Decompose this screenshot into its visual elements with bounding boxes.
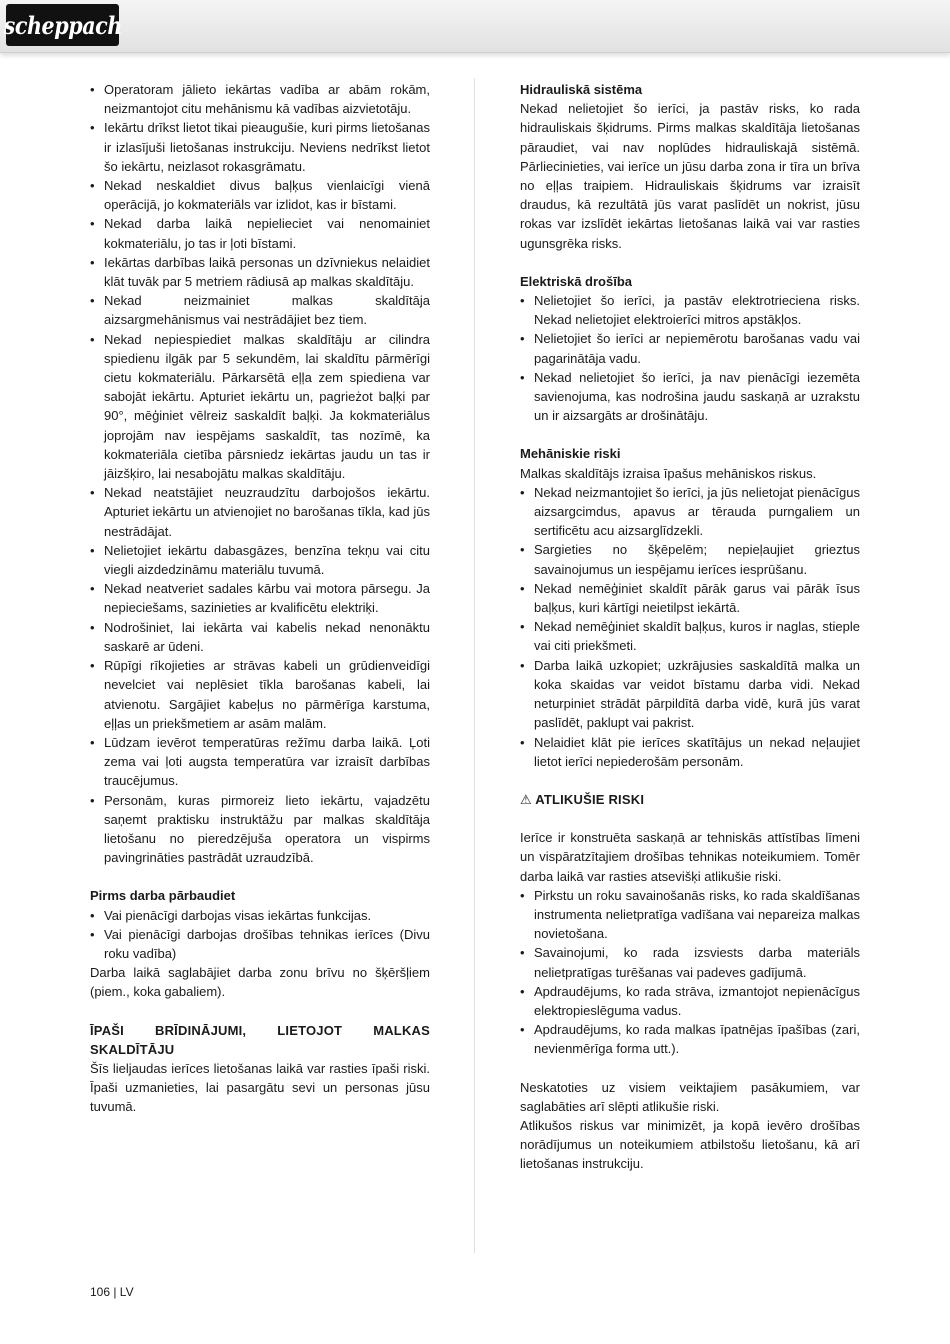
page-header (0, 0, 950, 53)
scheppach-logo (3, 4, 122, 46)
list-item: • Nelietojiet šo ierīci, ja pastāv elektrotrieciena risks. Nekad nelietojiet elektroierīci mitros apstākļos. (520, 291, 860, 329)
check-heading: Pirms darba pārbaudiet (90, 888, 236, 904)
list-item: • Nelaidiet klāt pie ierīces skatītājus un nekad neļaujiet lietot ierīci nepiederošām personām. (520, 733, 860, 771)
residual-risks-title: ATLIKUŠIE RISKI (535, 791, 645, 807)
special-warnings-paragraph: Šīs lieljaudas ierīces lietošanas laikā var rasties īpaši riski. Īpaši uzmanieties, lai pasargātu sevi un personas jūsu tuvumā. (90, 1060, 430, 1115)
special-warnings-heading: ĪPAŠI BRĪDINĀJUMI, LIETOJOT MALKAS SKALDĪTĀJU (90, 1022, 430, 1057)
list-item: • Rūpīgi rīkojieties ar strāvas kabeli un grūdienveidīgi nevelciet vai neplēsiet tīkla barošanas kabeli, lai atvienotu. Sargājiet kabeļus no pārmērīga karstuma, eļļas un priekšmetiem ar asām malām. (90, 656, 430, 733)
list-item: • Nekad nemēģiniet skaldīt baļķus, kuros ir naglas, stieple vai citi priekšmeti. (520, 617, 860, 655)
residual-risks-bullet-list (520, 886, 860, 1059)
list-item: • Savainojumi, ko rada izsviests darba materiāls nelietpratīgas turēšanas vai padeves gadījumā. (520, 943, 860, 981)
list-item: • Iekārtu drīkst lietot tikai pieaugušie, kuri pirms lietošanas ir izlasījuši lietošanas instrukciju. Neviens nedrīkst lietot šo iekārtu, neizlasot rokasgrāmatu. (90, 118, 430, 176)
list-item: • Vai pienācīgi darbojas drošības tehnikas ierīces (Divu roku vadība) (90, 925, 430, 963)
check-bullet-list (90, 906, 430, 964)
list-item: • Iekārtas darbības laikā personas un dzīvniekus nelaidiet klāt tuvāk par 5 metriem rādiusā ap malkas skaldītāju. (90, 253, 430, 291)
list-item: • Nekad darba laikā nepielieciet vai nenomainiet kokmateriālu, jo tas ir ļoti bīstami. (90, 214, 430, 252)
list-item: • Darba laikā uzkopiet; uzkrājusies saskaldītā malka un koka skaidas var veidot bīstamu darba vidi. Nekad neturpiniet strādāt pārpildītā darba vidē, kurā jūs varat paslīdēt, paklupt vai pakrist. (520, 656, 860, 733)
right-column (520, 80, 860, 1174)
mechanical-bullet-list (520, 483, 860, 771)
list-item: • Sargieties no šķēpelēm; nepieļaujiet grieztus savainojumus un iespējamu ierīces iesprūšanu. (520, 540, 860, 578)
closing-paragraph-2: Atlikušos riskus var minimizēt, ja kopā ievēro drošības norādījumus un noteikumiem atbilstošu lietošanu, kā arī lietošanas instrukciju. (520, 1117, 860, 1172)
list-item: • Personām, kuras pirmoreiz lieto iekārtu, vajadzētu saņemt praktisku instruktāžu par malkas skaldītāja lietošanu no pieredzējuša operatora un vispirms pavingrināties pastrādāt uzraudzībā. (90, 791, 430, 868)
list-item: • Nelietojiet iekārtu dabasgāzes, benzīna tekņu vai citu viegli aizdedzināmu materiālu tuvumā. (90, 541, 430, 579)
brand-name: scheppach (3, 10, 122, 40)
mechanical-intro: Malkas skaldītājs izraisa īpašus mehāniskos riskus. (520, 465, 817, 481)
list-item: • Operatoram jālieto iekārtas vadība ar abām rokām, neizmantojot citu mehānismu kā vadības aizvietotāju. (90, 80, 430, 118)
electric-heading: Elektriskā drošība (520, 273, 632, 289)
list-item: • Apdraudējums, ko rada strāva, izmantojot nepienācīgus elektropieslēguma vadus. (520, 982, 860, 1020)
safety-bullet-list (90, 80, 430, 867)
list-item: • Pirkstu un roku savainošanās risks, ko rada skaldīšanas instrumenta nelietpratīga vadīšana vai nepareiza malkas novietošana. (520, 886, 860, 944)
list-item: • Nekad nemēģiniet skaldīt pārāk garus vai pārāk īsus baļķus, kuri kārtīgi neietilpst iekārtā. (520, 579, 860, 617)
page-number: 106 | LV (90, 1285, 134, 1299)
warning-triangle-icon: ⚠ (520, 791, 532, 807)
column-divider (474, 78, 475, 1253)
list-item: • Nekad neskaldiet divus baļķus vienlaicīgi vienā operācijā, jo kokmateriāls var izlidot, kas ir bīstami. (90, 176, 430, 214)
list-item: • Nekad neatveriet sadales kārbu vai motora pārsegu. Ja nepieciešams, sazinieties ar kvalificētu elektriķi. (90, 579, 430, 617)
closing-paragraph-1: Neskatoties uz visiem veiktajiem pasākumiem, var saglabāties arī slēpti atlikušie riski. (520, 1079, 860, 1114)
check-paragraph: Darba laikā saglabājiet darba zonu brīvu no šķēršļiem (piem., koka gabaliem). (90, 965, 430, 1000)
list-item: • Nekad nelietojiet šo ierīci, ja nav pienācīgi iezemēta savienojuma, kas nodrošina jaudu saskaņā ar uzrakstu un ir aizsargāts ar drošinātāju. (520, 368, 860, 426)
electric-bullet-list (520, 291, 860, 425)
list-item: • Nekad nepiespiediet malkas skaldītāju ar cilindra spiedienu ilgāk par 5 sekundēm, lai skaldītu pārmērīgi cietu kokmateriālu. Pārkarsētā eļļa zem spiediena var sabojāt iekārtu. Apturiet iekārtu un, pagrieżot baļķi par 90°, mēģiniet vēlreiz saskaldīt baļķi. Ja kokmateriālus joprojām nav iespējams saskaldīt, tas nozīmē, ka kokmateriāla cietība pārsniedz iekārtas jaudu un tas ir jāizšķiro, lai nesabojātu malkas skaldītāju. (90, 330, 430, 484)
list-item: • Lūdzam ievērot temperatūras režīmu darba laikā. Ļoti zema vai ļoti augsta temperatūra var izraisīt darbības traucējumus. (90, 733, 430, 791)
list-item: • Vai pienācīgi darbojas visas iekārtas funkcijas. (90, 906, 430, 925)
list-item: • Apdraudējums, ko rada malkas īpatnējas īpašības (zari, nevienmērīga forma utt.). (520, 1020, 860, 1058)
list-item: • Nodrošiniet, lai iekārta vai kabelis nekad nenonāktu saskarē ar ūdeni. (90, 618, 430, 656)
residual-risks-paragraph: Ierīce ir konstruēta saskaņā ar tehniskās attīstības līmeni un vispāratzītajiem drošības tehnikas noteikumiem. Tomēr darba laikā var rasties atsevišķi atlikušie riski. (520, 830, 860, 884)
mechanical-heading: Mehāniskie riski (520, 446, 621, 462)
left-column (90, 80, 430, 1117)
hydraulic-paragraph: Nekad nelietojiet šo ierīci, ja pastāv risks, ko rada hidrauliskais šķidrums. Pirms malkas skaldītāja lietošanas pāraudiet, vai nav noplūdes hidrauliskajā sistēmā. Pārliecinieties, vai ierīce un jūsu darba zona ir tīra un brīva no eļļas traipiem. Hidrauliskais šķidrums var izraisīt draudus, kā rezultātā jūs varat paslīdēt un nokrist, jūsu rokas var izslīdēt iekārtas lietošanas laikā vai var rasties ugunsgrēka risks. (520, 101, 860, 251)
list-item: • Nelietojiet šo ierīci ar nepiemērotu barošanas vadu vai pagarinātāja vadu. (520, 329, 860, 367)
hydraulic-heading: Hidrauliskā sistēma (520, 82, 643, 97)
list-item: • Nekad neatstājiet neuzraudzītu darbojošos iekārtu. Apturiet iekārtu un atvienojiet no barošanas tīkla, kad jūs nestrādājat. (90, 483, 430, 541)
residual-risks-heading (520, 790, 860, 809)
list-item: • Nekad neizmantojiet šo ierīci, ja jūs nelietojat pienācīgus aizsargcimdus, apavus ar tērauda purngaliem un sertificētu acu aizsarglīdzekli. (520, 483, 860, 541)
list-item: • Nekad neizmainiet malkas skaldītāja aizsargmehānismus vai nestrādājiet bez tiem. (90, 291, 430, 329)
